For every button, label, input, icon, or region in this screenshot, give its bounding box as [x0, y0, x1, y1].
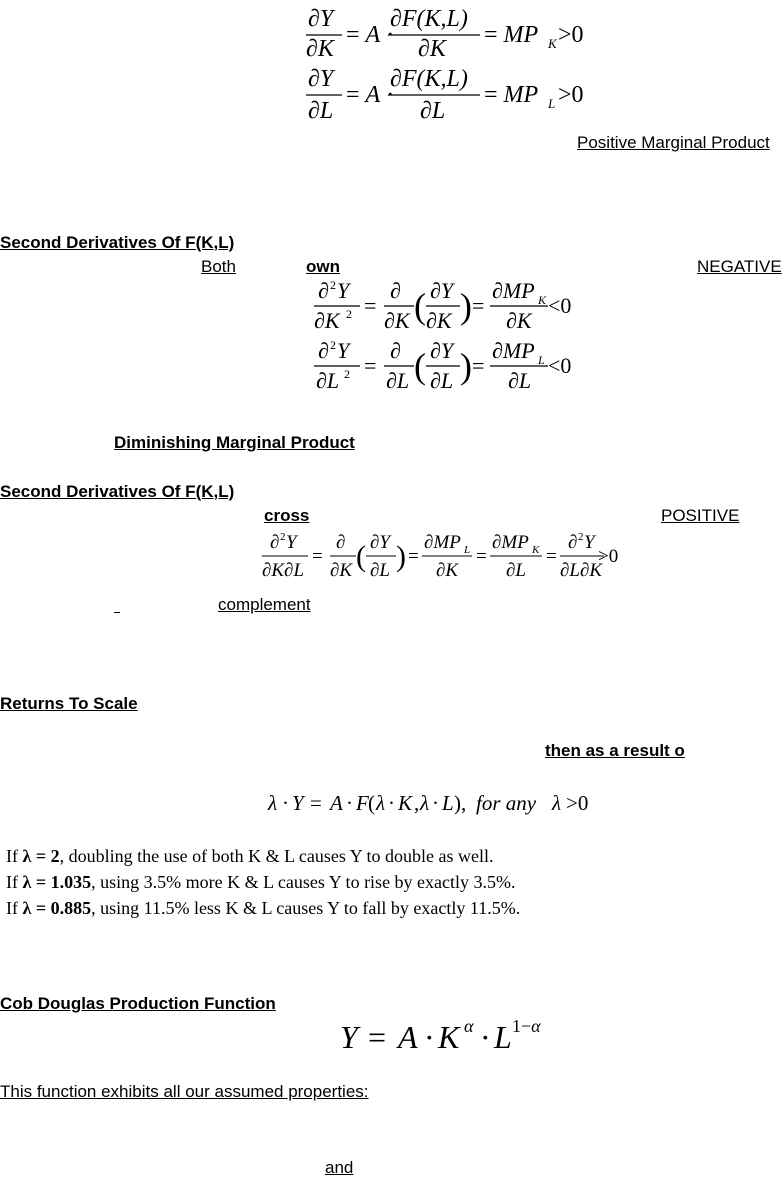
svg-text:∂MP: ∂MP — [492, 278, 535, 303]
then-as-result-label: then as a result o — [545, 741, 685, 760]
svg-text:K: K — [538, 293, 547, 307]
svg-text:λ: λ — [268, 791, 278, 815]
svg-text:L: L — [538, 353, 545, 367]
svg-text:∂Y: ∂Y — [430, 278, 454, 303]
svg-text:α: α — [464, 1016, 474, 1036]
negative-label: NEGATIVE — [697, 257, 782, 276]
svg-text:>0: >0 — [598, 546, 619, 567]
svg-text:K: K — [532, 544, 540, 556]
svg-text:∂Y: ∂Y — [370, 532, 390, 553]
svg-text:(: ( — [356, 540, 366, 573]
svg-text:∂: ∂ — [390, 278, 401, 303]
svg-text:∂: ∂ — [390, 338, 401, 363]
svg-text:∂: ∂ — [318, 338, 329, 363]
svg-text:2: 2 — [346, 307, 352, 321]
svg-text:∂L: ∂L — [386, 368, 410, 393]
svg-text:∂Y: ∂Y — [308, 66, 334, 92]
svg-text:K: K — [548, 36, 557, 51]
svg-text:∂: ∂ — [568, 532, 578, 553]
svg-text:=: = — [364, 293, 377, 318]
svg-text:for any: for any — [476, 791, 537, 815]
svg-text:∂L: ∂L — [506, 560, 526, 581]
svg-text:=: = — [472, 353, 485, 378]
svg-text:·: · — [282, 791, 289, 815]
first-derivative-equations — [300, 0, 600, 130]
svg-text:2: 2 — [330, 338, 336, 352]
svg-text:K: K — [438, 1019, 460, 1055]
svg-text:K: K — [398, 791, 413, 815]
exhibits-properties-text: This function exhibits all our assumed properties: — [0, 1082, 369, 1101]
svg-text:∂L: ∂L — [508, 368, 532, 393]
svg-text:∂K: ∂K — [426, 308, 452, 333]
svg-text:(: ( — [414, 286, 426, 326]
diminishing-marginal-product-label: Diminishing Marginal Product — [114, 433, 355, 452]
cross-derivative-equation — [258, 528, 628, 588]
own-second-derivative-equations — [310, 276, 590, 406]
cobb-douglas-heading: Cob Douglas Production Function — [0, 994, 276, 1013]
svg-text:): ) — [460, 346, 472, 386]
svg-text:<0: <0 — [548, 353, 572, 378]
svg-text:): ) — [460, 286, 472, 326]
svg-text:A: A — [330, 791, 343, 815]
svg-text:·: · — [424, 1019, 435, 1055]
svg-text:∂: ∂ — [318, 278, 329, 303]
both-label: Both — [201, 257, 236, 276]
svg-text:L: L — [548, 96, 556, 111]
svg-text:>0: >0 — [566, 791, 589, 815]
underline-mark — [114, 612, 120, 613]
svg-text:∂K∂L: ∂K∂L — [262, 560, 305, 581]
cobb-douglas-equation — [340, 1012, 560, 1062]
svg-text:λ: λ — [420, 791, 430, 815]
own-label: own — [306, 257, 340, 276]
svg-text:A: A — [398, 1019, 418, 1055]
svg-text:= MP: = MP — [484, 22, 539, 48]
svg-text:1−α: 1−α — [512, 1016, 541, 1036]
svg-text:Y: Y — [292, 791, 304, 815]
svg-text:∂MP: ∂MP — [492, 338, 535, 363]
svg-text:∂L: ∂L — [430, 368, 454, 393]
svg-text:2: 2 — [578, 531, 584, 543]
svg-text:∂: ∂ — [270, 532, 280, 553]
second-derivatives-heading-2: Second Derivatives Of F(K,L) — [0, 482, 235, 501]
svg-text:2: 2 — [280, 531, 286, 543]
svg-text:L: L — [494, 1019, 512, 1055]
svg-text:2: 2 — [330, 278, 336, 292]
svg-text:Y: Y — [340, 1019, 358, 1055]
and-label: and — [325, 1158, 354, 1177]
svg-text:∂MP: ∂MP — [424, 532, 461, 553]
svg-text:=: = — [364, 353, 377, 378]
svg-text:=: = — [368, 1019, 387, 1055]
svg-text:∂K: ∂K — [330, 560, 353, 581]
lambda-example-3: If λ = 0.885, using 11.5% less K & L causes Y to fall by exactly 11.5%. — [6, 898, 521, 918]
svg-text:=: = — [310, 791, 322, 815]
returns-to-scale-equation — [268, 786, 628, 820]
svg-text:): ) — [396, 540, 406, 573]
svg-text:∂K: ∂K — [384, 308, 410, 333]
svg-text:),: ), — [454, 791, 467, 815]
svg-text:∂F(K,L): ∂F(K,L) — [390, 6, 468, 32]
svg-text:=: = — [546, 546, 557, 567]
positive-marginal-product-label: Positive Marginal Product — [577, 133, 770, 152]
svg-text:=: = — [476, 546, 487, 567]
svg-text:λ: λ — [552, 791, 562, 815]
svg-text:∂L: ∂L — [308, 98, 334, 124]
svg-text:=: = — [312, 546, 323, 567]
svg-text:∂L: ∂L — [420, 98, 446, 124]
svg-text:∂Y: ∂Y — [308, 6, 334, 32]
svg-text:·: · — [346, 791, 353, 815]
lambda-example-2: If λ = 1.035, using 3.5% more K & L causes Y to rise by exactly 3.5%. — [6, 872, 516, 892]
svg-text:L: L — [464, 544, 471, 556]
svg-text:L: L — [442, 791, 454, 815]
cross-label: cross — [264, 506, 310, 525]
svg-text:Y: Y — [286, 532, 297, 553]
svg-text:∂MP: ∂MP — [492, 532, 529, 553]
svg-text:= A ·: = A · — [346, 22, 395, 48]
svg-text:>0: >0 — [558, 22, 584, 48]
svg-text:∂K: ∂K — [506, 308, 532, 333]
svg-text:(: ( — [414, 346, 426, 386]
svg-text:∂F(K,L): ∂F(K,L) — [390, 66, 468, 92]
complement-label: complement — [218, 595, 311, 614]
svg-text:(: ( — [368, 791, 375, 815]
svg-text:∂L: ∂L — [370, 560, 390, 581]
svg-text:∂Y: ∂Y — [430, 338, 454, 363]
lambda-example-1: If λ = 2, doubling the use of both K & L causes Y to double as well. — [6, 846, 494, 866]
svg-text:∂K: ∂K — [418, 36, 446, 62]
svg-text:∂L∂K: ∂L∂K — [560, 560, 603, 581]
svg-text:Y: Y — [337, 278, 350, 303]
svg-text:∂L: ∂L — [316, 368, 340, 393]
svg-text:∂K: ∂K — [436, 560, 459, 581]
svg-text:·: · — [388, 791, 395, 815]
svg-text:<0: <0 — [548, 293, 572, 318]
svg-text:Y: Y — [584, 532, 595, 553]
svg-text:>0: >0 — [558, 82, 584, 108]
svg-text:= A ·: = A · — [346, 82, 395, 108]
svg-text:F: F — [356, 791, 369, 815]
positive-label: POSITIVE — [661, 506, 740, 525]
svg-text:∂: ∂ — [336, 532, 346, 553]
svg-text:Y: Y — [337, 338, 350, 363]
svg-text:2: 2 — [344, 367, 350, 381]
svg-text:∂K: ∂K — [306, 36, 334, 62]
svg-text:,: , — [414, 791, 420, 815]
second-derivatives-heading-1: Second Derivatives Of F(K,L) — [0, 233, 235, 252]
svg-text:λ: λ — [376, 791, 386, 815]
svg-text:·: · — [432, 791, 439, 815]
svg-text:·: · — [480, 1019, 491, 1055]
svg-text:= MP: = MP — [484, 82, 539, 108]
returns-to-scale-heading: Returns To Scale — [0, 694, 138, 713]
svg-text:=: = — [408, 546, 419, 567]
svg-text:∂K: ∂K — [314, 308, 340, 333]
svg-text:=: = — [472, 293, 485, 318]
